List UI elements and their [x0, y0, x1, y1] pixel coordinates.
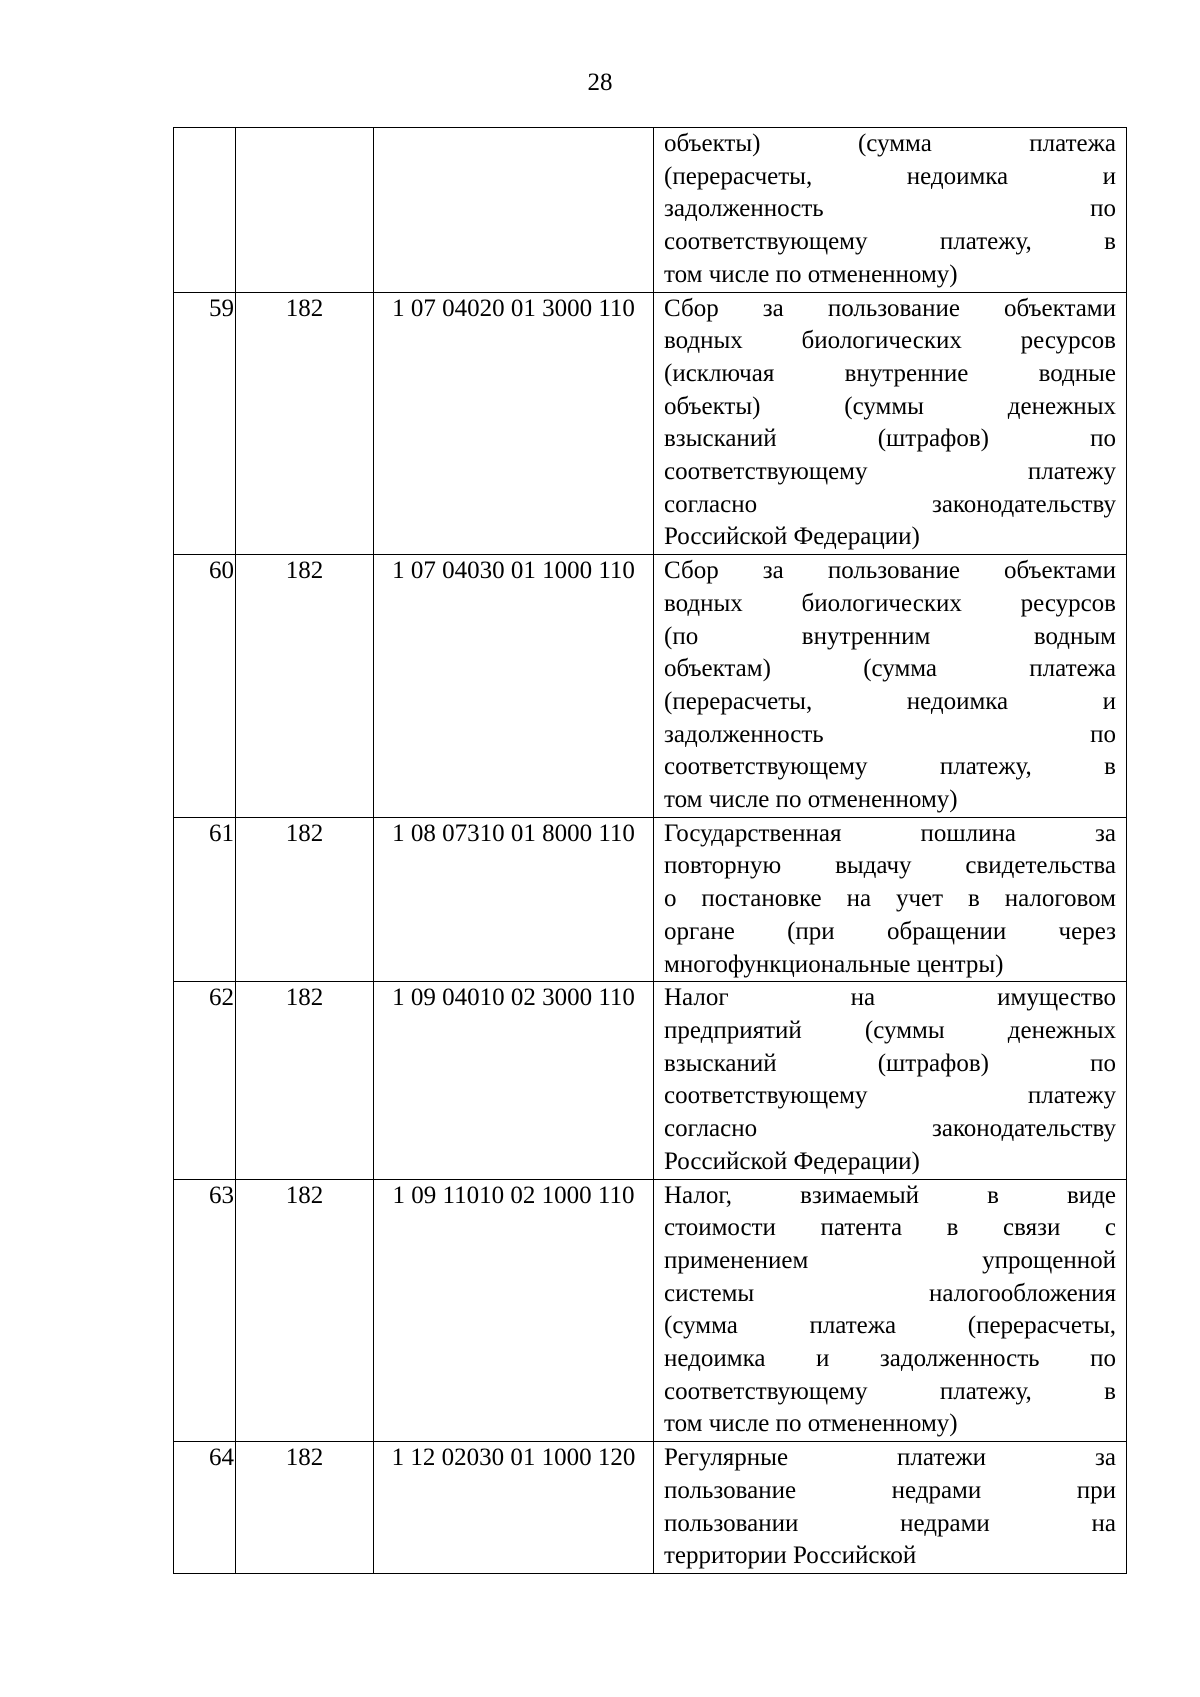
description-line: объекты) (сумма платежа — [664, 130, 1116, 157]
description-line: Государственная пошлина за — [664, 819, 1116, 847]
description-line: взысканий (штрафов) по — [664, 1049, 1116, 1077]
description-line: том числе по отмененному) — [664, 786, 958, 814]
row-number-cell: 60 — [174, 555, 236, 818]
budget-classification-code-cell: 1 09 04010 02 3000 110 — [374, 982, 654, 1179]
description-line: Налог на имущество — [664, 984, 1116, 1012]
description-line: (перерасчеты, недоимка и — [664, 687, 1116, 715]
description-line: недоимка и задолженность по — [664, 1345, 1116, 1373]
budget-code-table — [173, 127, 1127, 1574]
description-line: о постановке на учет в налоговом — [664, 885, 1116, 913]
table-row — [174, 1179, 1127, 1442]
description-line: Налог, взимаемый в виде — [664, 1181, 1116, 1209]
description-line: органе (при обращении через — [664, 917, 1116, 945]
description-line: соответствующему платежу, в — [664, 1377, 1116, 1405]
description-line: (исключая внутренние водные — [664, 359, 1116, 387]
table-body — [174, 128, 1127, 1574]
administrator-code-cell: 182 — [236, 1179, 374, 1442]
row-number-cell: 62 — [174, 982, 236, 1179]
table-row — [174, 128, 1127, 293]
description-line: стоимости патента в связи с — [664, 1214, 1116, 1242]
budget-classification-code-cell: 1 07 04030 01 1000 110 — [374, 555, 654, 818]
administrator-code-cell: 182 — [236, 292, 374, 555]
administrator-code-cell: 182 — [236, 555, 374, 818]
page-number: 28 — [587, 69, 613, 96]
description-line: соответствующему платежу, в — [664, 753, 1116, 781]
description-line: соответствующему платежу — [664, 1082, 1116, 1110]
budget-classification-code-cell — [374, 128, 654, 293]
budget-classification-code-cell: 1 08 07310 01 8000 110 — [374, 817, 654, 982]
administrator-code-cell: 182 — [236, 982, 374, 1179]
table-row — [174, 982, 1127, 1179]
description-line: Российской Федерации) — [664, 523, 920, 551]
table-row — [174, 817, 1127, 982]
description-line: (перерасчеты, недоимка и — [664, 162, 1116, 190]
description-line: Российской Федерации) — [664, 1147, 920, 1175]
revenue-description-cell — [654, 817, 1127, 982]
description-line: применением упрощенной — [664, 1246, 1116, 1274]
description-line: территории Российской — [664, 1542, 917, 1570]
revenue-description-cell — [654, 128, 1127, 293]
revenue-description-cell — [654, 1442, 1127, 1574]
description-line: согласно законодательству — [664, 490, 1116, 518]
row-number-cell: 61 — [174, 817, 236, 982]
description-line: пользовании недрами на — [664, 1509, 1116, 1537]
table-row — [174, 1442, 1127, 1574]
description-line: соответствующему платежу — [664, 458, 1116, 486]
administrator-code-cell — [236, 128, 374, 293]
description-line: многофункциональные центры) — [664, 950, 1004, 978]
budget-classification-code-cell: 1 12 02030 01 1000 120 — [374, 1442, 654, 1574]
row-number-cell: 63 — [174, 1179, 236, 1442]
description-line: Регулярные платежи за — [664, 1444, 1116, 1472]
description-line: водных биологических ресурсов — [664, 589, 1116, 617]
budget-classification-code-cell: 1 07 04020 01 3000 110 — [374, 292, 654, 555]
revenue-description-cell — [654, 555, 1127, 818]
description-line: задолженность по — [664, 720, 1116, 748]
description-line: Сбор за пользование объектами — [664, 557, 1116, 585]
description-line: пользование недрами при — [664, 1476, 1116, 1504]
description-line: Сбор за пользование объектами — [664, 294, 1116, 322]
description-line: том числе по отмененному) — [664, 260, 958, 288]
description-line: водных биологических ресурсов — [664, 327, 1116, 355]
description-line: (сумма платежа (перерасчеты, — [664, 1312, 1116, 1340]
description-line: объектам) (сумма платежа — [664, 655, 1116, 683]
description-line: соответствующему платежу, в — [664, 228, 1116, 256]
table-row — [174, 555, 1127, 818]
row-number-cell: 64 — [174, 1442, 236, 1574]
description-line: системы налогообложения — [664, 1279, 1116, 1307]
table-row — [174, 292, 1127, 555]
description-line: согласно законодательству — [664, 1115, 1116, 1143]
description-line: задолженность по — [664, 195, 1116, 223]
description-line: предприятий (суммы денежных — [664, 1016, 1116, 1044]
administrator-code-cell: 182 — [236, 817, 374, 982]
row-number-cell: 59 — [174, 292, 236, 555]
description-line: взысканий (штрафов) по — [664, 425, 1116, 453]
row-number-cell — [174, 128, 236, 293]
revenue-description-cell — [654, 292, 1127, 555]
description-line: объекты) (суммы денежных — [664, 392, 1116, 420]
revenue-description-cell — [654, 982, 1127, 1179]
administrator-code-cell: 182 — [236, 1442, 374, 1574]
description-line: повторную выдачу свидетельства — [664, 852, 1116, 880]
budget-classification-code-cell: 1 09 11010 02 1000 110 — [374, 1179, 654, 1442]
description-line: том числе по отмененному) — [664, 1410, 958, 1438]
description-line: (по внутренним водным — [664, 622, 1116, 650]
revenue-description-cell — [654, 1179, 1127, 1442]
